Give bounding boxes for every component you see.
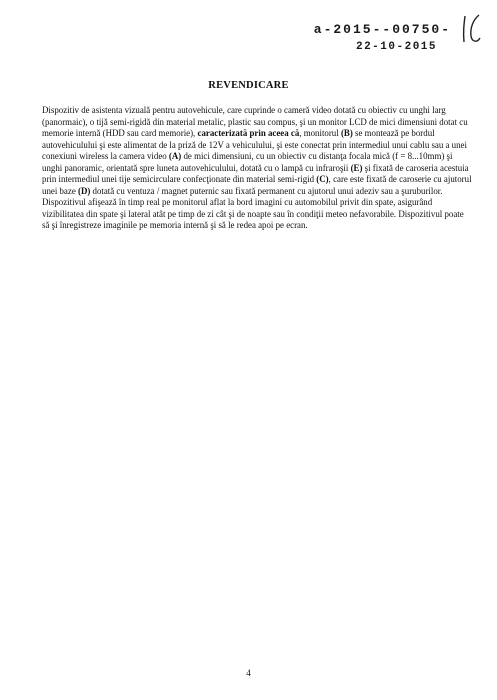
document-title: REVENDICARE bbox=[208, 80, 289, 91]
claim-part: se montează pe bordul autovehiculului şi este alimentat de la priză de 12V a vehiculului, şi este conectat prin intermediul unui cablu sau a unei conexiuni wireless la camera video bbox=[42, 128, 467, 162]
page-number: 4 bbox=[246, 668, 251, 678]
claim-part: Dispozitiv de asistenta vizuală pentru autovehicule, care cuprinde o cameră video dotată cu obiectiv cu unghi larg (panormaic), o tijă semi-rigidă din material metalic, plastic sau compus, şi un monitor LCD de mici dimensiuni dotat cu memorie internă (HDD sau card memorie), bbox=[42, 105, 468, 139]
claim-part: , monitorul bbox=[299, 128, 339, 139]
handwritten-mark-icon bbox=[457, 12, 485, 46]
ref-label-b: (B) bbox=[340, 128, 353, 139]
ref-label-c: (C) bbox=[316, 174, 329, 185]
claim-part: de mici dimensiuni, cu un obiectiv cu distanţa focala mică (f = 8...10mm) şi unghi panoramic, orientată spre luneta autovehiculului, dotată cu o lampă cu infraroşii bbox=[42, 151, 453, 173]
ref-label-a: (A) bbox=[168, 151, 182, 162]
filing-date: 22-10-2015 bbox=[355, 41, 437, 53]
ref-label-e: (E) bbox=[350, 162, 363, 173]
claim-text bbox=[42, 105, 472, 232]
application-number: a-2015--00750- bbox=[313, 22, 451, 37]
filing-stamp bbox=[314, 22, 451, 53]
claim-part: şi fixată de caroseria acestuia prin intermediul unei tije semicirculare confecţionate din material semi-rigid bbox=[42, 162, 469, 185]
claim-part: dotată cu ventuza / magnet puternic sau fixată permanent cu ajutorul unui adeziv sau a şuruburilor. Dispozitivul afişează în timp real pe monitorul aflat la bord imagini cu automobilul privit din spate, asigurând vizibilitatea din spate şi lateral atât pe timp de zi cât şi de noapte sau în condiţii meteo nefavorabile. Dispozitivul poate să şi înregistreze imaginile pe memoria internă şi să le redea apoi pe ecran. bbox=[42, 185, 464, 231]
claim-characterizing-phrase: caracterizată prin aceea că bbox=[197, 128, 300, 139]
ref-label-d: (D) bbox=[77, 185, 91, 196]
claim-part: , care este fixată de caroserie cu ajutorul unei baze bbox=[42, 174, 472, 196]
